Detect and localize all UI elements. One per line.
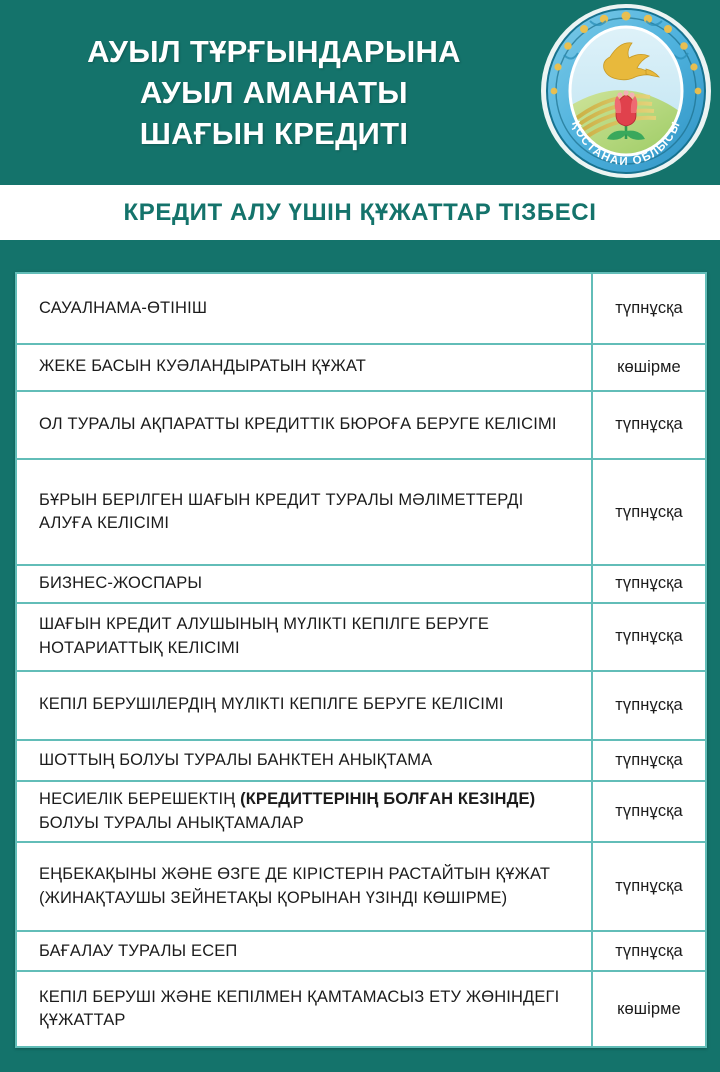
table-row [16,344,706,391]
table-row [16,565,706,603]
document-form-cell: түпнұсқа [592,671,706,740]
table-row [16,781,706,842]
table-row [16,842,706,931]
document-name-cell: ЖЕКЕ БАСЫН КУӘЛАНДЫРАТЫН ҚҰЖАТ [16,344,592,391]
table-row [16,603,706,671]
table-row [16,971,706,1047]
table-row [16,740,706,782]
document-name-cell: ШАҒЫН КРЕДИТ АЛУШЫНЫҢ МҮЛІКТІ КЕПІЛГЕ БЕРУГЕ НОТАРИАТТЫҚ КЕЛІСІМІ [16,603,592,671]
document-form-cell: түпнұсқа [592,931,706,971]
document-name-cell: КЕПІЛ БЕРУШІ ЖӘНЕ КЕПІЛМЕН ҚАМТАМАСЫЗ ЕТУ ЖӨНІНДЕГІ ҚҰЖАТТАР [16,971,592,1047]
page-title [0,31,538,155]
document-name-cell: ЕҢБЕКАҚЫНЫ ЖӘНЕ ӨЗГЕ ДЕ КІРІСТЕРІН РАСТАЙТЫН ҚҰЖАТ (ЖИНАҚТАУШЫ ЗЕЙНЕТАҚЫ ҚОРЫНАН ҮЗІНДІ КӨШІРМЕ) [16,842,592,931]
documents-table-body [16,273,706,1047]
document-name-cell: ШОТТЫҢ БОЛУЫ ТУРАЛЫ БАНКТЕН АНЫҚТАМА [16,740,592,782]
table-row [16,459,706,564]
subtitle-band [0,185,720,240]
document-name-emphasis: (КРЕДИТТЕРІНІҢ БОЛҒАН КЕЗІНДЕ) [240,790,536,809]
document-form-cell: түпнұсқа [592,603,706,671]
table-row [16,391,706,460]
document-form-cell: түпнұсқа [592,565,706,603]
document-form-cell: көшірме [592,344,706,391]
title-line-2: АУЫЛ АМАНАТЫ [140,74,408,110]
title-line-3: ШАҒЫН КРЕДИТІ [139,116,409,152]
title-line-1: АУЫЛ ТҰРҒЫНДАРЫНА [87,33,461,69]
poster-header [0,0,720,185]
kostanay-oblast-emblem-icon [538,3,714,179]
document-name-cell: НЕСИЕЛІК БЕРЕШЕКТІҢ (КРЕДИТТЕРІНІҢ БОЛҒАН КЕЗІНДЕ) БОЛУЫ ТУРАЛЫ АНЫҚТАМАЛАР [16,781,592,842]
document-form-cell: түпнұсқа [592,842,706,931]
document-name-cell: БИЗНЕС-ЖОСПАРЫ [16,565,592,603]
subtitle-text: КРЕДИТ АЛУ ҮШІН ҚҰЖАТТАР ТІЗБЕСІ [123,198,597,226]
document-name-cell: КЕПІЛ БЕРУШІЛЕРДІҢ МҮЛІКТІ КЕПІЛГЕ БЕРУГЕ КЕЛІСІМІ [16,671,592,740]
table-row [16,671,706,740]
document-name-cell: САУАЛНАМА-ӨТІНІШ [16,273,592,344]
document-form-cell: түпнұсқа [592,781,706,842]
table-row [16,931,706,971]
document-form-cell: түпнұсқа [592,391,706,460]
document-form-cell: көшірме [592,971,706,1047]
document-name-cell: БҰРЫН БЕРІЛГЕН ШАҒЫН КРЕДИТ ТУРАЛЫ МӘЛІМЕТТЕРДІ АЛУҒА КЕЛІСІМІ [16,459,592,564]
document-form-cell: түпнұсқа [592,459,706,564]
documents-table [15,272,707,1048]
document-name-cell: БАҒАЛАУ ТУРАЛЫ ЕСЕП [16,931,592,971]
document-table-area [0,240,720,1072]
table-row [16,273,706,344]
document-form-cell: түпнұсқа [592,273,706,344]
emblem-ring-text: ҚОСТАНАЙ ОБЛЫСЫ [568,118,684,168]
document-name-cell: ОЛ ТУРАЛЫ АҚПАРАТТЫ КРЕДИТТІК БЮРОҒА БЕРУГЕ КЕЛІСІМІ [16,391,592,460]
document-form-cell: түпнұсқа [592,740,706,782]
